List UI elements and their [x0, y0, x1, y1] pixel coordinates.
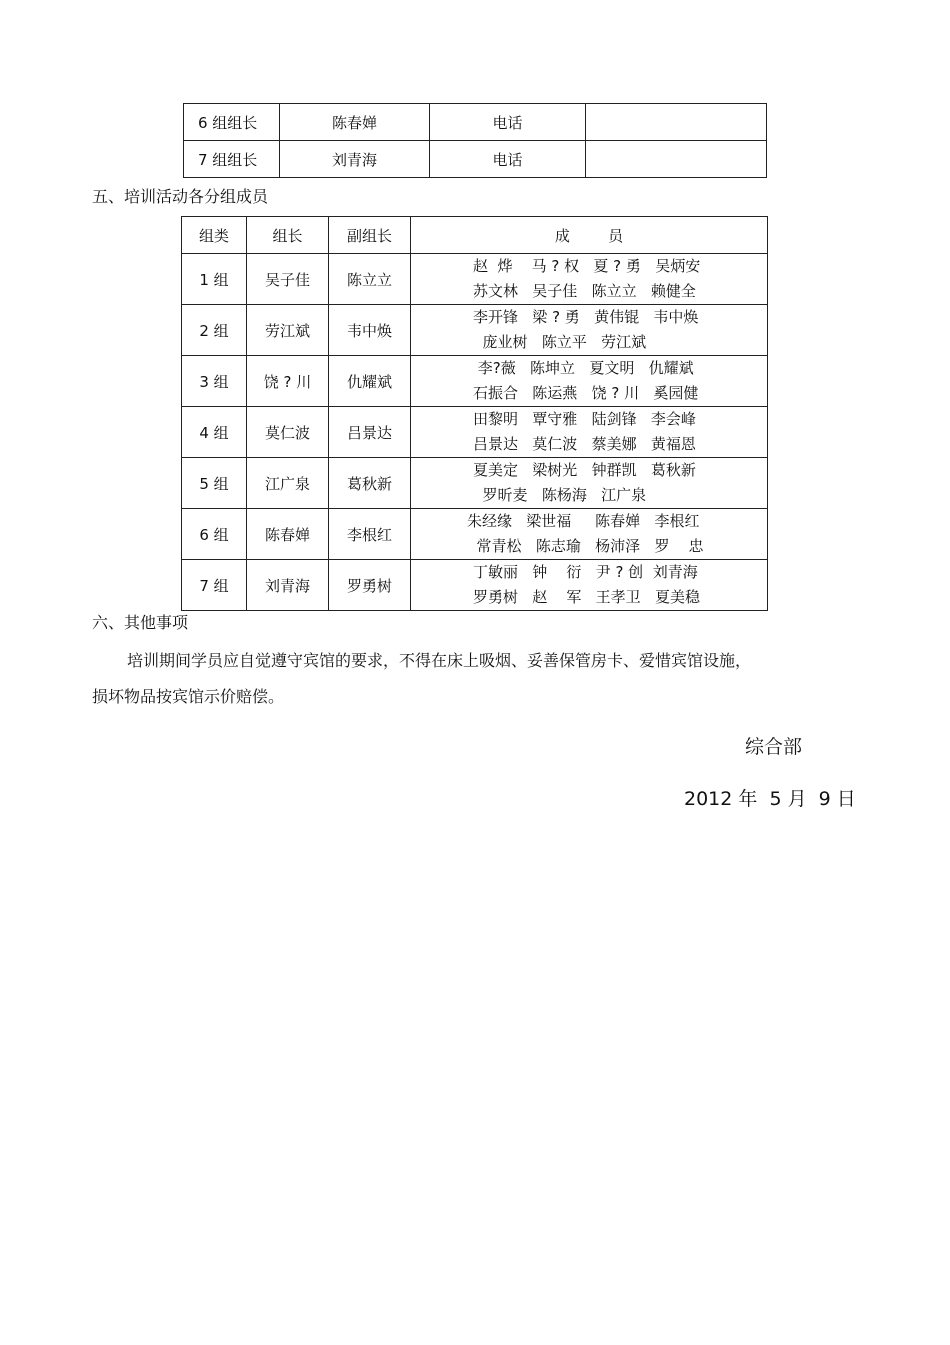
group-members-cell — [411, 509, 768, 560]
group-label-cell: 1 组 — [182, 254, 247, 305]
group-members-cell — [411, 254, 768, 305]
members-line: 夏美定 梁树光 钟群凯 葛秋新 — [473, 461, 696, 479]
notice-paragraph-line-1: 培训期间学员应自觉遵守宾馆的要求，不得在床上吸烟、妥善保管房卡、爱惜宾馆设施， — [127, 651, 752, 670]
section-five-heading: 五、培训活动各分组成员 — [92, 187, 269, 206]
table-row — [182, 560, 768, 611]
notice-paragraph-line-2: 损坏物品按宾馆示价赔偿。 — [92, 687, 285, 706]
signature-date: 2012 年 5 月 9 日 — [684, 788, 856, 810]
table-row — [184, 104, 767, 141]
members-line: 李?薇 陈坤立 夏文明 仇耀斌 — [473, 359, 694, 377]
table-row — [182, 254, 768, 305]
table-row — [182, 458, 768, 509]
group-deputy-cell: 吕景达 — [329, 407, 411, 458]
table-row — [182, 356, 768, 407]
leader-role-cell: 6 组组长 — [184, 104, 280, 141]
group-label-cell: 7 组 — [182, 560, 247, 611]
section-six-heading: 六、其他事项 — [92, 613, 189, 632]
group-leader-cell: 刘青海 — [247, 560, 329, 611]
group-deputy-cell: 葛秋新 — [329, 458, 411, 509]
group-members-table — [181, 216, 768, 611]
members-line: 庞业树 陈立平 劳江斌 — [473, 333, 647, 351]
table-row — [182, 305, 768, 356]
phone-label-cell: 电话 — [430, 141, 586, 178]
table-header-row — [182, 217, 768, 254]
group-label-cell: 6 组 — [182, 509, 247, 560]
group-label-cell: 4 组 — [182, 407, 247, 458]
members-line: 丁敏丽 钟 衍 尹 ? 创 刘青海 — [473, 563, 698, 581]
group-leader-cell: 饶 ? 川 — [247, 356, 329, 407]
group-leader-contact-table — [183, 103, 767, 178]
group-members-cell — [411, 305, 768, 356]
members-line: 田黎明 覃守雅 陆剑锋 李会峰 — [473, 410, 696, 428]
group-deputy-cell: 罗勇树 — [329, 560, 411, 611]
header-members: 成 员 — [411, 217, 768, 254]
signature-department: 综合部 — [745, 736, 803, 758]
members-line: 吕景达 莫仁波 蔡美娜 黄福恩 — [473, 435, 696, 453]
group-deputy-cell: 李根红 — [329, 509, 411, 560]
members-line: 赵 烨 马 ? 权 夏 ? 勇 吴炳安 — [473, 257, 701, 275]
table-row — [182, 509, 768, 560]
group-label-cell: 2 组 — [182, 305, 247, 356]
group-label-cell: 5 组 — [182, 458, 247, 509]
group-leader-cell: 莫仁波 — [247, 407, 329, 458]
header-category: 组类 — [182, 217, 247, 254]
header-deputy: 副组长 — [329, 217, 411, 254]
leader-role-cell: 7 组组长 — [184, 141, 280, 178]
group-label-cell: 3 组 — [182, 356, 247, 407]
members-line: 常青松 陈志瑜 杨沛泽 罗 忠 — [467, 537, 704, 555]
phone-label-cell: 电话 — [430, 104, 586, 141]
group-members-cell — [411, 356, 768, 407]
group-members-cell — [411, 560, 768, 611]
members-line: 罗昕麦 陈杨海 江广泉 — [473, 486, 647, 504]
group-leader-cell: 江广泉 — [247, 458, 329, 509]
group-deputy-cell: 韦中焕 — [329, 305, 411, 356]
members-line: 罗勇树 赵 军 王孝卫 夏美稳 — [473, 588, 700, 606]
table-row — [182, 407, 768, 458]
members-line: 朱经缘 梁世福 陈春婵 李根红 — [467, 512, 700, 530]
members-line: 李开锋 梁 ? 勇 黄伟锟 韦中焕 — [473, 308, 699, 326]
group-members-cell — [411, 407, 768, 458]
header-leader: 组长 — [247, 217, 329, 254]
phone-value-cell — [586, 104, 767, 141]
group-deputy-cell: 陈立立 — [329, 254, 411, 305]
members-line: 石振合 陈运燕 饶 ? 川 奚园健 — [473, 384, 699, 402]
leader-name-cell: 刘青海 — [280, 141, 430, 178]
group-deputy-cell: 仇耀斌 — [329, 356, 411, 407]
members-line: 苏文林 吴子佳 陈立立 赖健全 — [473, 282, 696, 300]
group-members-cell — [411, 458, 768, 509]
group-leader-cell: 劳江斌 — [247, 305, 329, 356]
table-row — [184, 141, 767, 178]
leader-name-cell: 陈春婵 — [280, 104, 430, 141]
phone-value-cell — [586, 141, 767, 178]
group-leader-cell: 陈春婵 — [247, 509, 329, 560]
group-leader-cell: 吴子佳 — [247, 254, 329, 305]
